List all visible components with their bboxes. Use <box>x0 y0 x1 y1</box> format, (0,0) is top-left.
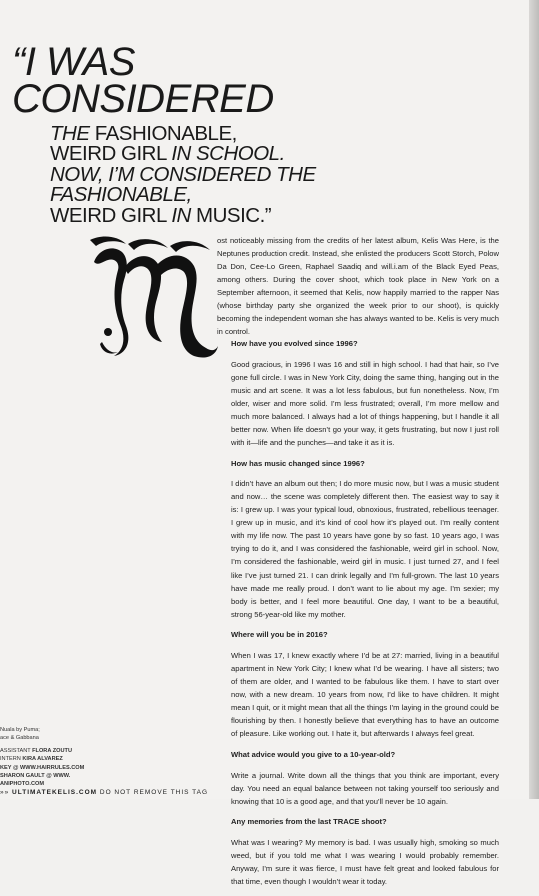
credit-line: ace & Gabbana <box>0 735 39 742</box>
pull-quote-fragment: WEIRD GIRL <box>50 142 172 166</box>
arrows-icon: »» <box>0 789 10 796</box>
credit-person: FLORA ZOUTU <box>32 747 72 754</box>
pull-quote-fragment: IN <box>171 203 197 227</box>
credit-person: KIRA ALVAREZ <box>22 756 63 763</box>
pull-quote-line-5: NOW, I’M CONSIDERED THE FASHIONABLE, <box>50 162 316 207</box>
answer: Write a journal. Write down all the things that you think are important, every day. You need an equal balance between not taking yourself too seriously and knowing that 10 is a good age, and that you’ll never be 10 again. <box>231 770 499 806</box>
question: How have you evolved since 1996? <box>231 339 358 348</box>
question: Any memories from the last TRACE shoot? <box>231 817 387 827</box>
interview-qa <box>231 337 499 896</box>
credit-role: INTERN <box>0 756 23 763</box>
pull-quote-fragment: IN SCHOOL. <box>171 142 285 166</box>
credit-line: KEY @ WWW.HAIRRULES.COM <box>0 764 85 771</box>
pull-quote-line-6 <box>50 203 342 227</box>
answer: When I was 17, I knew exactly where I’d be at 27: married, living in a beautiful apartment in New York City; I knew what I’d be wearing. I have all sisters; two of them are older, and I wanted to be fabulous like them. I have to start over now, with a new dream. 10 years from now, I’d like to have children. It might mean I quit, or it might mean that all the things I’m laying in the ground could be flourishing by then. I honestly believe that everything has to have an outcome of pleasure. Like working out. I hate it, but afterwards I always feel great. <box>231 650 499 739</box>
credit-line <box>0 747 90 755</box>
pull-quote-fragment: WEIRD GIRL <box>50 203 172 227</box>
answer: I didn’t have an album out then; I do more music now, but I was a music student and now… the scene was completely different then. The easiest way to say it is: I grew up. I was your typical loud, obnoxious, frustrated, rebellious teenager. I grew up in music, and it’s kind of cool how it’s played out. I’m really content with my life now. The past 10 years have gone by so fast. 10 years ago, I was trying to do it, and I was considered the fashionable, weird girl in school. Now, I’m considered the fashionable, weird girl in music. I just turned 27, and I feel like I’ve just turned 21. I can drink legally and I’m full-grown. The last 10 years have made me really proud. I don’t want to lie about my age. I’m sexier; my body is better, and I feel more beautiful. One day, I want to be a beautiful, strong 56-year-old like my mother. <box>231 479 499 619</box>
credit-line: SHARON GAULT @ WWW. <box>0 773 71 780</box>
intro-paragraph <box>217 234 499 338</box>
intro-text: ost noticeably missing from the credits of her latest album, Kelis Was Here, is the Neptunes production credit. Instead, she enlisted the producers Scott Storch, Polow Da Don, Cee-Lo Green, Raphael Saadiq and will.i.am of the Black Eyed Peas, among others. During the cover shoot, which took place in New York on a September afternoon, it seemed that Kelis, now happily married to the rapper Nas (whose birthday party she organized the week prior to our shoot), is quickly becoming the independent woman she has always wanted to be. Kelis is very much in control. <box>217 236 499 337</box>
pull-quote <box>12 40 342 227</box>
pull-quote-line-3 <box>50 121 342 145</box>
question: Where will you be in 2016? <box>231 630 328 640</box>
drop-cap-m <box>88 232 220 360</box>
pull-quote-fragment: FASHIONABLE, <box>94 121 237 145</box>
question: What advice would you give to a 10-year-old? <box>231 749 396 759</box>
pull-quote-fragment: THE <box>50 121 95 145</box>
credit-role: ASSISTANT <box>0 747 33 754</box>
pull-quote-body <box>50 121 342 227</box>
page-edge-shadow <box>529 0 539 799</box>
watermark-notice: DO NOT REMOVE THIS TAG <box>97 789 209 796</box>
answer: What was I wearing? My memory is bad. I was usually high, smoking so much weed, but if you told me what I was wearing I would probably remember. Anyway, I’m sure it was fierce, I must have felt great and looked fabulous for that time, even though I wouldn’t wear it today. <box>231 837 499 887</box>
pull-quote-line-2: CONSIDERED <box>12 76 274 121</box>
pull-quote-line-4 <box>50 144 342 165</box>
answer: Good gracious, in 1996 I was 16 and still in high school. I had that hair, so I’ve gone full circle. I was in New York City, doing the same thing, hanging out in the music and art scene. It was a lot less fabulous, but fun nonetheless. Now, I’m older, wiser and more solid. I’m less frustrated; overall, I’m more mellow and much more balanced. I always had a lot of things happening, but I handle it all better now. When life doesn’t go your way, it gets frustrating, but now I just roll with it—life and the punches—and take it as it is. <box>231 359 499 447</box>
photo-credits <box>0 726 90 789</box>
credit-line: ANIPHOTO.COM <box>0 781 45 788</box>
watermark-footer <box>0 786 539 799</box>
question: How has music changed since 1996? <box>231 458 365 468</box>
watermark-site-link[interactable]: ULTIMATEKELIS.COM <box>12 789 98 796</box>
credit-line <box>0 755 90 763</box>
pull-quote-line-1: “I WAS <box>12 40 135 84</box>
credit-line: Nuala by Puma; <box>0 727 40 733</box>
pull-quote-fragment: MUSIC.” <box>196 203 272 227</box>
